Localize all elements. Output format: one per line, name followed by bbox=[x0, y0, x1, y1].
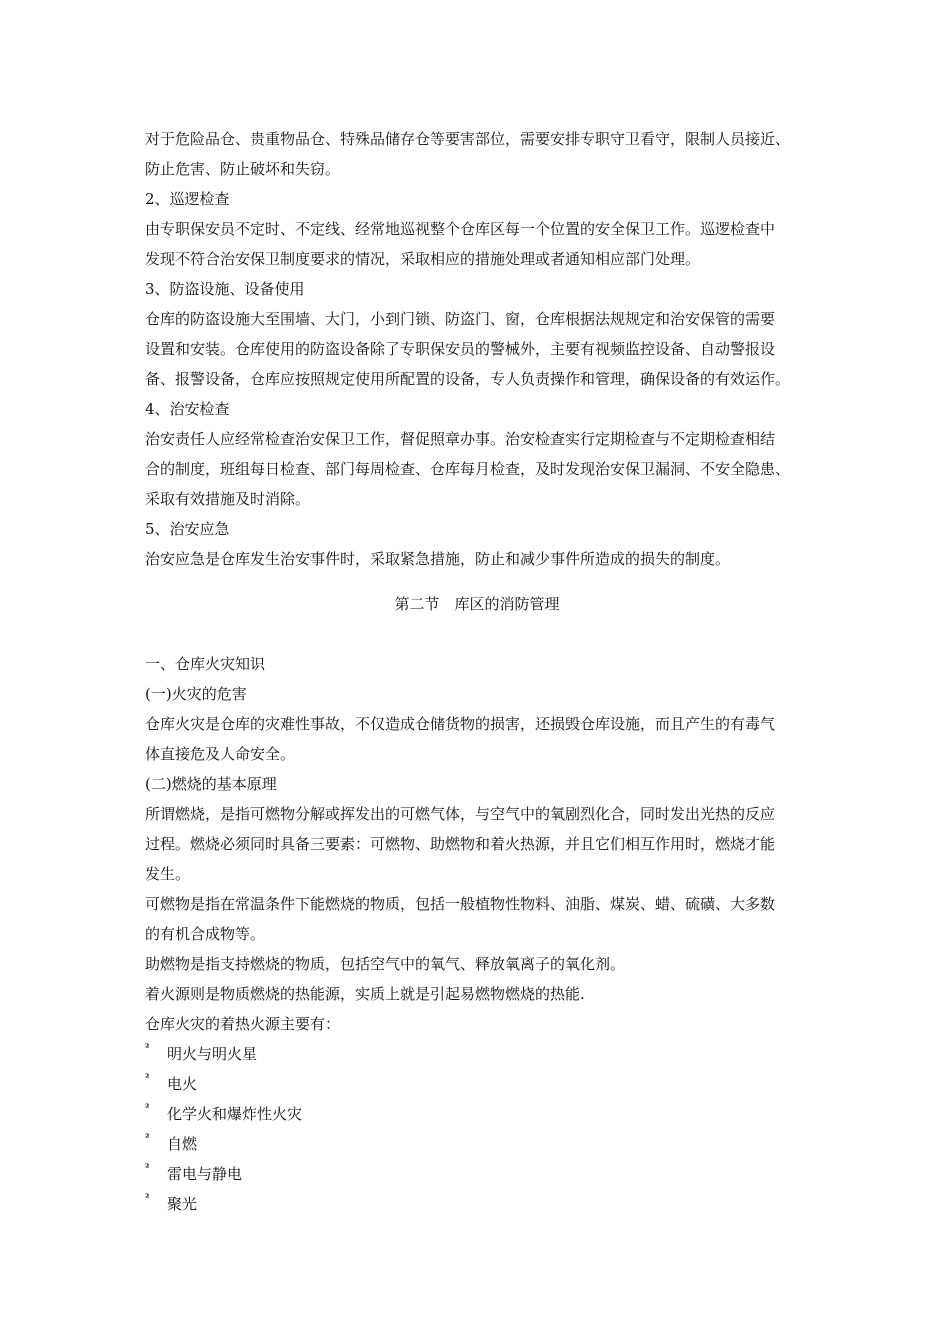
text-line: 发现不符合治安保卫制度要求的情况，采取相应的措施处理或者通知相应部门处理。 bbox=[145, 250, 701, 268]
text-line: 对于危险品仓、贵重物品仓、特殊品储存仓等要害部位，需要安排专职守卫看守，限制人员接近、 bbox=[145, 130, 791, 148]
text-line: 5、治安应急 bbox=[145, 520, 230, 538]
text-line: 3、防盗设施、设备使用 bbox=[145, 280, 305, 298]
text-line: 体直接危及人命安全。 bbox=[145, 745, 296, 763]
text-line: 2、巡逻检查 bbox=[145, 190, 230, 208]
list-item bbox=[145, 1129, 809, 1159]
list-item-text: 明火与明火星 bbox=[167, 1045, 258, 1063]
bullet-marker: ² bbox=[145, 1133, 150, 1144]
text-line: 所谓燃烧，是指可燃物分解或挥发出的可燃气体，与空气中的氧剧烈化合，同时发出光热的反应 bbox=[145, 805, 776, 823]
text-line: 过程。燃烧必须同时具备三要素：可燃物、助燃物和着火热源，并且它们相互作用时，燃烧才能 bbox=[145, 835, 776, 853]
text-line: 可燃物是指在常温条件下能燃烧的物质，包括一般植物性物料、油脂、煤炭、蜡、硫磺、大多数 bbox=[145, 895, 776, 913]
bullet-marker: ² bbox=[145, 1073, 150, 1084]
section-title: 第二节 库区的消防管理 bbox=[394, 595, 560, 613]
list-item bbox=[145, 1039, 809, 1069]
bullet-marker: ² bbox=[145, 1193, 150, 1204]
list-item-text: 自燃 bbox=[167, 1135, 198, 1153]
list-item-text: 化学火和爆炸性火灾 bbox=[167, 1105, 303, 1123]
text-line: 仓库火灾是仓库的灾难性事故，不仅造成仓储货物的损害，还损毁仓库设施，而且产生的有毒气 bbox=[145, 715, 776, 733]
text-line: 治安应急是仓库发生治安事件时，采取紧急措施，防止和减少事件所造成的损失的制度。 bbox=[145, 550, 731, 568]
text-line: 合的制度，班组每日检查、部门每周检查、仓库每月检查，及时发现治安保卫漏洞、不安全隐患、 bbox=[145, 460, 791, 478]
text-line: 备、报警设备，仓库应按照规定使用所配置的设备，专人负责操作和管理，确保设备的有效运作。 bbox=[145, 370, 791, 388]
list-item bbox=[145, 1069, 809, 1099]
list-item-text: 聚光 bbox=[167, 1195, 198, 1213]
text-line: 着火源则是物质燃烧的热能源，实质上就是引起易燃物燃烧的热能. bbox=[145, 985, 585, 1003]
list-item bbox=[145, 1189, 809, 1219]
text-line: 助燃物是指支持燃烧的物质，包括空气中的氧气、释放氧离子的氧化剂。 bbox=[145, 955, 626, 973]
text-line: (一)火灾的危害 bbox=[145, 685, 247, 703]
text-line: 由专职保安员不定时、不定线、经常地巡视整个仓库区每一个位置的安全保卫工作。巡逻检查中 bbox=[145, 220, 776, 238]
text-line: 防止危害、防止破坏和失窃。 bbox=[145, 160, 341, 178]
list-item bbox=[145, 1099, 809, 1129]
fire-source-list bbox=[145, 1039, 809, 1219]
fire-section bbox=[145, 649, 809, 1039]
text-line: 采取有效措施及时消除。 bbox=[145, 490, 311, 508]
text-line: 仓库的防盗设施大至围墙、大门，小到门锁、防盗门、窗，仓库根据法规规定和治安保管的需要 bbox=[145, 310, 776, 328]
text-line: 仓库火灾的着热火源主要有： bbox=[145, 1015, 341, 1033]
list-item-text: 雷电与静电 bbox=[167, 1165, 243, 1183]
text-line: 一、仓库火灾知识 bbox=[145, 655, 266, 673]
list-item bbox=[145, 1159, 809, 1189]
text-line: 发生。 bbox=[145, 865, 191, 883]
bullet-marker: ² bbox=[145, 1163, 150, 1174]
text-line: 设置和安装。仓库使用的防盗设备除了专职保安员的警械外，主要有视频监控设备、自动警报设 bbox=[145, 340, 776, 358]
security-section bbox=[145, 124, 809, 574]
document-body bbox=[145, 124, 809, 1219]
bullet-marker: ² bbox=[145, 1043, 150, 1054]
list-item-text: 电火 bbox=[167, 1075, 198, 1093]
text-line: 的有机合成物等。 bbox=[145, 925, 266, 943]
bullet-marker: ² bbox=[145, 1103, 150, 1114]
text-line: (二)燃烧的基本原理 bbox=[145, 775, 277, 793]
text-line: 治安责任人应经常检查治安保卫工作，督促照章办事。治安检查实行定期检查与不定期检查相结 bbox=[145, 430, 776, 448]
text-line: 4、治安检查 bbox=[145, 400, 230, 418]
